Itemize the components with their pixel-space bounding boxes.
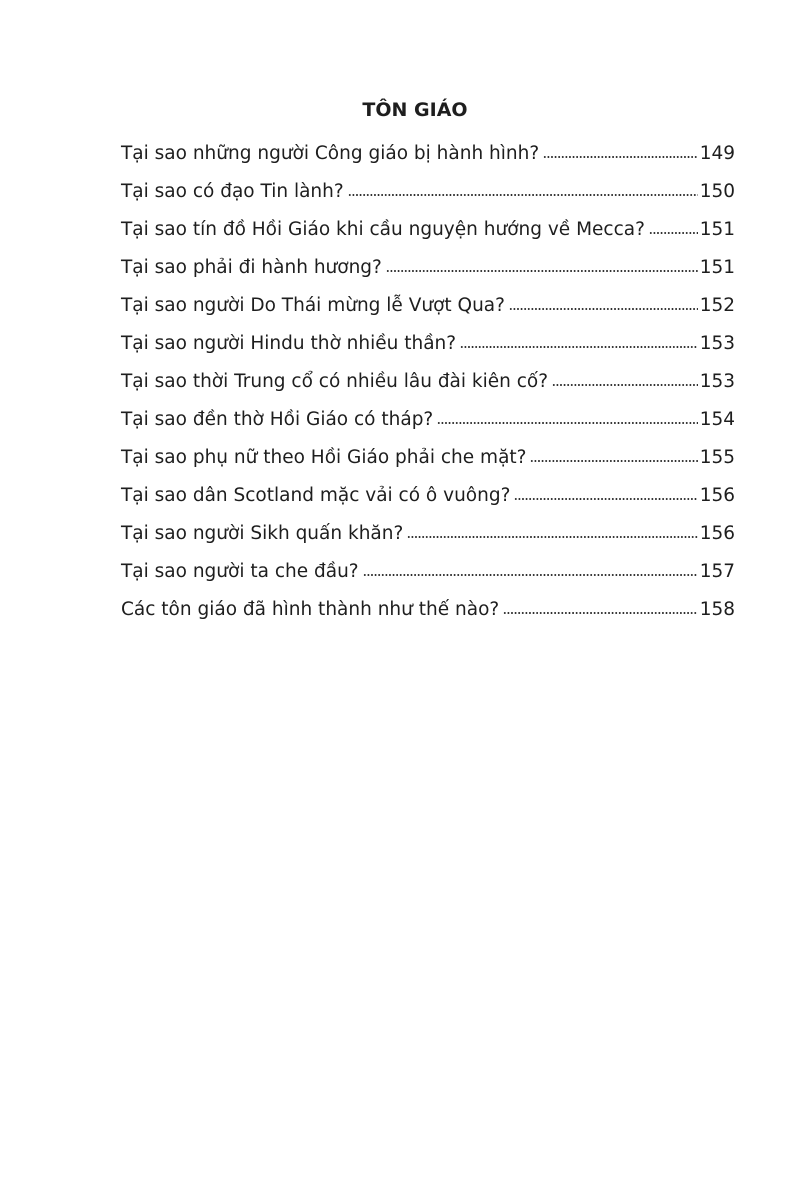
- dot-leader: [407, 536, 697, 538]
- toc-entry[interactable]: [121, 333, 735, 371]
- toc-entry-title: Tại sao người ta che đầu?: [121, 561, 359, 582]
- toc-entry-page-number: 152: [699, 295, 735, 316]
- toc-entry-title: Tại sao người Sikh quấn khăn?: [121, 523, 404, 544]
- dot-leader: [514, 498, 697, 500]
- toc-entry[interactable]: [121, 181, 735, 219]
- toc-entry-page-number: 157: [699, 561, 735, 582]
- dot-leader: [649, 232, 698, 234]
- toc-entry-page-number: 153: [699, 371, 735, 392]
- toc-entry[interactable]: [121, 523, 735, 561]
- dot-leader: [552, 384, 698, 386]
- toc-entry[interactable]: [121, 447, 735, 485]
- toc-entry-page-number: 151: [699, 257, 735, 278]
- dot-leader: [348, 194, 698, 196]
- section-heading-container: [330, 99, 500, 121]
- toc-entry-title: Tại sao phụ nữ theo Hồi Giáo phải che mặt?: [121, 447, 527, 468]
- toc-entry[interactable]: [121, 371, 735, 409]
- toc-entry-page-number: 156: [699, 523, 735, 544]
- table-of-contents: [121, 143, 735, 637]
- toc-entry[interactable]: [121, 257, 735, 295]
- toc-entry-page-number: 156: [699, 485, 735, 506]
- toc-entry-page-number: 158: [699, 599, 735, 620]
- toc-entry[interactable]: [121, 409, 735, 447]
- toc-entry-page-number: 149: [699, 143, 735, 164]
- toc-entry-title: Tại sao tín đồ Hồi Giáo khi cầu nguyện hướng về Mecca?: [121, 219, 645, 240]
- dot-leader: [509, 308, 698, 310]
- dot-leader: [503, 612, 697, 614]
- toc-entry-title: Tại sao người Hindu thờ nhiều thần?: [121, 333, 457, 354]
- dot-leader: [543, 156, 698, 158]
- toc-entry[interactable]: [121, 599, 735, 637]
- toc-entry[interactable]: [121, 143, 735, 181]
- toc-entry-title: Tại sao thời Trung cổ có nhiều lâu đài kiên cố?: [121, 371, 549, 392]
- toc-entry-title: Tại sao đền thờ Hồi Giáo có tháp?: [121, 409, 434, 430]
- toc-entry[interactable]: [121, 219, 735, 257]
- toc-entry-title: Các tôn giáo đã hình thành như thế nào?: [121, 599, 500, 620]
- toc-entry[interactable]: [121, 295, 735, 333]
- toc-entry-title: Tại sao dân Scotland mặc vải có ô vuông?: [121, 485, 511, 506]
- toc-entry-title: Tại sao những người Công giáo bị hành hình?: [121, 143, 540, 164]
- toc-entry-title: Tại sao có đạo Tin lành?: [121, 181, 344, 202]
- toc-entry-page-number: 153: [699, 333, 735, 354]
- dot-leader: [530, 460, 697, 462]
- toc-entry-page-number: 155: [699, 447, 735, 468]
- toc-entry-page-number: 151: [699, 219, 735, 240]
- dot-leader: [363, 574, 698, 576]
- toc-entry-page-number: 154: [699, 409, 735, 430]
- toc-entry[interactable]: [121, 561, 735, 599]
- section-heading: TÔN GIÁO: [362, 99, 468, 121]
- toc-entry[interactable]: [121, 485, 735, 523]
- dot-leader: [460, 346, 698, 348]
- toc-entry-page-number: 150: [699, 181, 735, 202]
- toc-entry-title: Tại sao phải đi hành hương?: [121, 257, 382, 278]
- dot-leader: [386, 270, 698, 272]
- dot-leader: [437, 422, 697, 424]
- toc-entry-title: Tại sao người Do Thái mừng lễ Vượt Qua?: [121, 295, 505, 316]
